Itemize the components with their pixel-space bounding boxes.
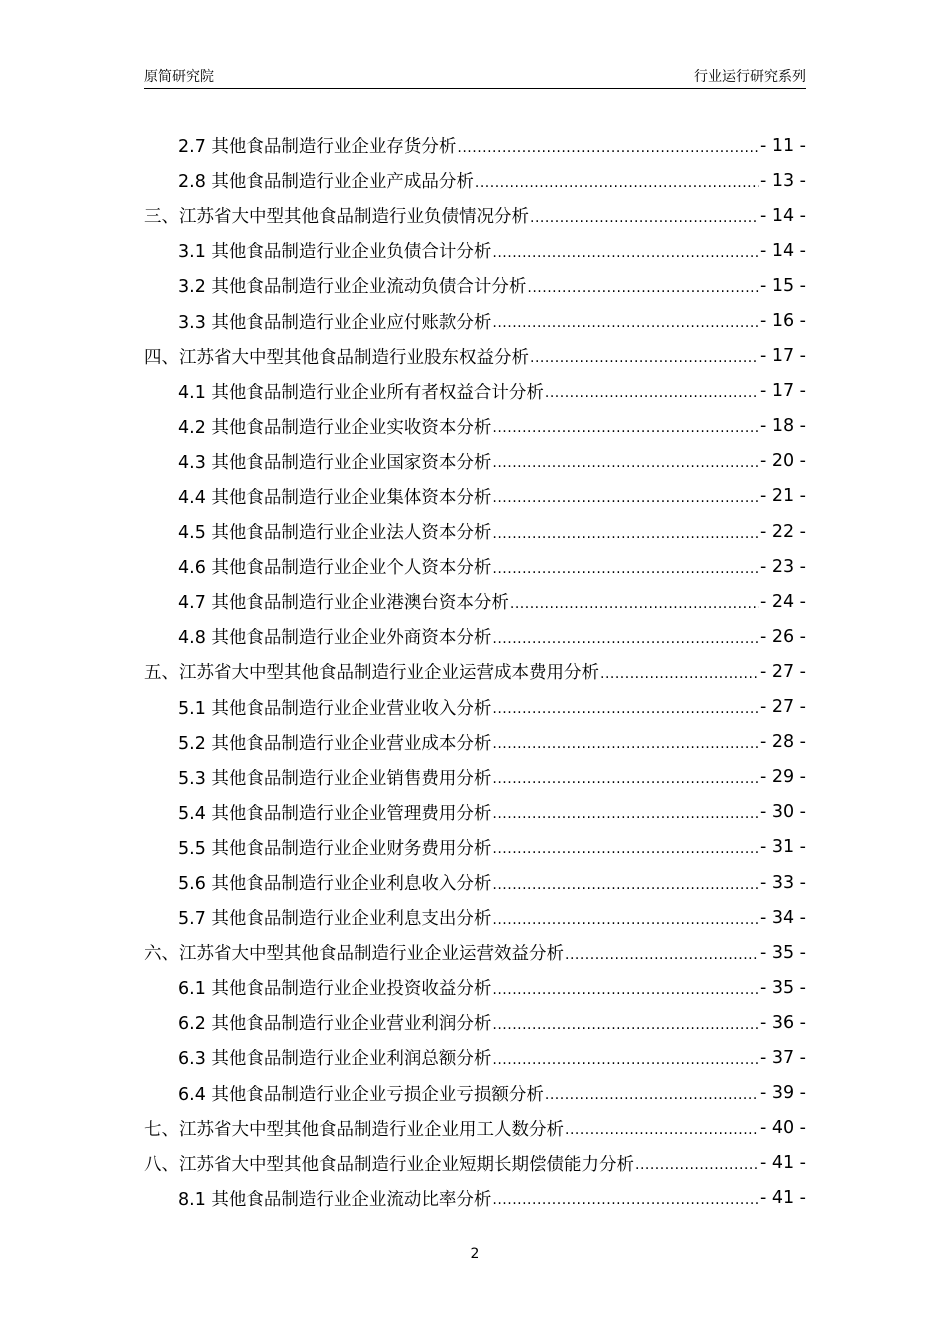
toc-section-entry[interactable]	[144, 1040, 806, 1075]
toc-section-entry[interactable]	[144, 479, 806, 514]
toc-entry-title: 3.2 其他食品制造行业企业流动负债合计分析	[178, 277, 527, 298]
toc-section-entry[interactable]	[144, 549, 806, 584]
toc-entry-title: 5.4 其他食品制造行业企业管理费用分析	[178, 803, 492, 824]
page-number: 2	[470, 1246, 480, 1262]
toc-dot-leader	[545, 1083, 759, 1103]
toc-dot-leader	[510, 592, 759, 612]
toc-entry-title: 3.3 其他食品制造行业企业应付账款分析	[178, 312, 492, 333]
toc-entry-title: 4.7 其他食品制造行业企业港澳台资本分析	[178, 593, 509, 614]
toc-entry-page: - 41 -	[759, 1188, 806, 1209]
toc-dot-leader	[492, 1188, 759, 1208]
toc-entry-title: 5.5 其他食品制造行业企业财务费用分析	[178, 838, 492, 859]
toc-section-entry[interactable]	[144, 444, 806, 479]
toc-entry-page: - 11 -	[759, 135, 806, 156]
toc-section-entry[interactable]	[144, 1181, 806, 1216]
toc-entry-title: 2.8 其他食品制造行业企业产成品分析	[178, 172, 474, 193]
toc-entry-title: 5.6 其他食品制造行业企业利息收入分析	[178, 874, 492, 895]
toc-dot-leader	[475, 171, 759, 191]
toc-entry-title: 5.7 其他食品制造行业企业利息支出分析	[178, 909, 492, 930]
toc-entry-title: 4.5 其他食品制造行业企业法人资本分析	[178, 523, 492, 544]
toc-dot-leader	[492, 416, 759, 436]
toc-section-entry[interactable]	[144, 233, 806, 268]
toc-entry-title: 3.1 其他食品制造行业企业负债合计分析	[178, 242, 492, 263]
toc-entry-title: 6.3 其他食品制造行业企业利润总额分析	[178, 1049, 492, 1070]
toc-dot-leader	[492, 978, 759, 998]
toc-entry-page: - 37 -	[759, 1047, 806, 1068]
toc-dot-leader	[492, 1013, 759, 1033]
toc-entry-title: 4.1 其他食品制造行业企业所有者权益合计分析	[178, 382, 544, 403]
toc-dot-leader	[492, 802, 759, 822]
header-series-title: 行业运行研究系列	[694, 69, 806, 85]
toc-dot-leader	[530, 206, 759, 226]
toc-entry-title: 五、江苏省大中型其他食品制造行业企业运营成本费用分析	[144, 663, 599, 684]
toc-entry-title: 8.1 其他食品制造行业企业流动比率分析	[178, 1189, 492, 1210]
toc-entry-title: 4.8 其他食品制造行业企业外商资本分析	[178, 628, 492, 649]
toc-entry-page: - 27 -	[759, 661, 806, 682]
toc-section-entry[interactable]	[144, 584, 806, 619]
toc-entry-page: - 40 -	[759, 1118, 806, 1139]
toc-dot-leader	[492, 767, 759, 787]
toc-section-entry[interactable]	[144, 163, 806, 198]
toc-entry-page: - 41 -	[759, 1153, 806, 1174]
toc-entry-title: 4.6 其他食品制造行业企业个人资本分析	[178, 558, 492, 579]
toc-dot-leader	[492, 732, 759, 752]
toc-section-entry[interactable]	[144, 409, 806, 444]
toc-entry-page: - 26 -	[759, 626, 806, 647]
toc-entry-page: - 28 -	[759, 732, 806, 753]
toc-entry-page: - 29 -	[759, 767, 806, 788]
toc-dot-leader	[492, 873, 759, 893]
toc-chapter-entry[interactable]	[144, 339, 806, 374]
toc-dot-leader	[492, 241, 759, 261]
toc-section-entry[interactable]	[144, 865, 806, 900]
toc-dot-leader	[565, 1118, 759, 1138]
toc-section-entry[interactable]	[144, 619, 806, 654]
toc-section-entry[interactable]	[144, 795, 806, 830]
toc-dot-leader	[457, 136, 759, 156]
toc-entry-title: 4.2 其他食品制造行业企业实收资本分析	[178, 417, 492, 438]
toc-dot-leader	[492, 697, 759, 717]
toc-entry-page: - 20 -	[759, 451, 806, 472]
toc-section-entry[interactable]	[144, 1005, 806, 1040]
toc-chapter-entry[interactable]	[144, 198, 806, 233]
toc-entry-title: 6.1 其他食品制造行业企业投资收益分析	[178, 979, 492, 1000]
toc-dot-leader	[527, 276, 759, 296]
toc-section-entry[interactable]	[144, 268, 806, 303]
toc-dot-leader	[492, 908, 759, 928]
toc-section-entry[interactable]	[144, 970, 806, 1005]
toc-entry-page: - 22 -	[759, 521, 806, 542]
toc-chapter-entry[interactable]	[144, 654, 806, 689]
toc-entry-title: 七、江苏省大中型其他食品制造行业企业用工人数分析	[144, 1119, 564, 1140]
toc-entry-page: - 36 -	[759, 1012, 806, 1033]
toc-entry-page: - 14 -	[759, 205, 806, 226]
header-org-name: 原简研究院	[144, 69, 214, 85]
toc-entry-page: - 35 -	[759, 942, 806, 963]
toc-entry-page: - 31 -	[759, 837, 806, 858]
toc-entry-title: 2.7 其他食品制造行业企业存货分析	[178, 137, 457, 158]
toc-entry-title: 5.3 其他食品制造行业企业销售费用分析	[178, 768, 492, 789]
toc-section-entry[interactable]	[144, 128, 806, 163]
toc-entry-page: - 27 -	[759, 697, 806, 718]
toc-dot-leader	[530, 346, 759, 366]
toc-entry-title: 八、江苏省大中型其他食品制造行业企业短期长期偿债能力分析	[144, 1154, 634, 1175]
toc-dot-leader	[492, 311, 759, 331]
toc-entry-page: - 17 -	[759, 346, 806, 367]
toc-entry-title: 三、江苏省大中型其他食品制造行业负债情况分析	[144, 207, 529, 228]
toc-entry-title: 4.4 其他食品制造行业企业集体资本分析	[178, 487, 492, 508]
toc-section-entry[interactable]	[144, 514, 806, 549]
toc-dot-leader	[492, 522, 759, 542]
toc-entry-page: - 15 -	[759, 275, 806, 296]
toc-dot-leader	[545, 381, 759, 401]
toc-entry-title: 4.3 其他食品制造行业企业国家资本分析	[178, 452, 492, 473]
toc-section-entry[interactable]	[144, 725, 806, 760]
toc-dot-leader	[492, 451, 759, 471]
toc-dot-leader	[492, 837, 759, 857]
toc-section-entry[interactable]	[144, 374, 806, 409]
toc-entry-page: - 23 -	[759, 556, 806, 577]
toc-entry-page: - 33 -	[759, 872, 806, 893]
toc-entry-page: - 30 -	[759, 802, 806, 823]
toc-entry-page: - 16 -	[759, 311, 806, 332]
table-of-contents	[144, 128, 806, 1216]
toc-entry-page: - 39 -	[759, 1083, 806, 1104]
toc-chapter-entry[interactable]	[144, 935, 806, 970]
toc-entry-page: - 21 -	[759, 486, 806, 507]
toc-entry-page: - 24 -	[759, 591, 806, 612]
toc-entry-title: 5.2 其他食品制造行业企业营业成本分析	[178, 733, 492, 754]
toc-section-entry[interactable]	[144, 1076, 806, 1111]
toc-section-entry[interactable]	[144, 900, 806, 935]
toc-entry-page: - 18 -	[759, 416, 806, 437]
toc-dot-leader	[492, 557, 759, 577]
toc-entry-title: 6.2 其他食品制造行业企业营业利润分析	[178, 1014, 492, 1035]
toc-dot-leader	[492, 627, 759, 647]
toc-entry-title: 六、江苏省大中型其他食品制造行业企业运营效益分析	[144, 944, 564, 965]
toc-entry-page: - 17 -	[759, 381, 806, 402]
toc-entry-page: - 34 -	[759, 907, 806, 928]
toc-entry-page: - 14 -	[759, 240, 806, 261]
toc-dot-leader	[565, 943, 759, 963]
toc-dot-leader	[600, 662, 759, 682]
toc-section-entry[interactable]	[144, 690, 806, 725]
page-header	[144, 66, 806, 89]
toc-entry-title: 5.1 其他食品制造行业企业营业收入分析	[178, 698, 492, 719]
toc-dot-leader	[492, 486, 759, 506]
toc-dot-leader	[635, 1153, 759, 1173]
toc-section-entry[interactable]	[144, 830, 806, 865]
toc-dot-leader	[492, 1048, 759, 1068]
toc-chapter-entry[interactable]	[144, 1111, 806, 1146]
toc-chapter-entry[interactable]	[144, 1146, 806, 1181]
toc-entry-page: - 35 -	[759, 977, 806, 998]
toc-entry-title: 6.4 其他食品制造行业企业亏损企业亏损额分析	[178, 1084, 544, 1105]
toc-section-entry[interactable]	[144, 760, 806, 795]
toc-entry-title: 四、江苏省大中型其他食品制造行业股东权益分析	[144, 347, 529, 368]
toc-entry-page: - 13 -	[759, 170, 806, 191]
toc-section-entry[interactable]	[144, 303, 806, 338]
